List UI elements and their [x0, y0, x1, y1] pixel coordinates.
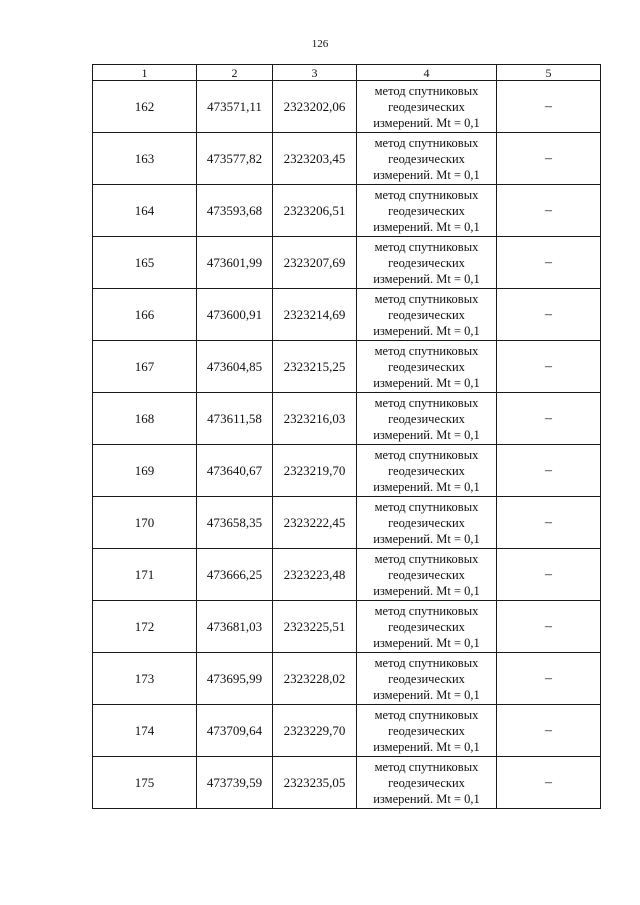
column-5-cell: –	[497, 81, 601, 133]
method-cell	[357, 341, 497, 393]
method-line-1: метод спутниковых	[374, 551, 479, 566]
y-coordinate-cell: 2323228,02	[273, 653, 357, 705]
point-number-cell: 172	[93, 601, 197, 653]
method-line-2: геодезических	[388, 671, 465, 686]
table-row	[93, 757, 601, 809]
table-row	[93, 133, 601, 185]
table-row	[93, 289, 601, 341]
column-5-cell: –	[497, 705, 601, 757]
method-line-3: измерений. Mt = 0,1	[373, 635, 480, 650]
method-line-2: геодезических	[388, 307, 465, 322]
point-number-cell: 175	[93, 757, 197, 809]
table-row	[93, 445, 601, 497]
method-line-2: геодезических	[388, 359, 465, 374]
point-number-cell: 170	[93, 497, 197, 549]
method-line-2: геодезических	[388, 255, 465, 270]
point-number-cell: 163	[93, 133, 197, 185]
method-line-1: метод спутниковых	[374, 291, 479, 306]
method-cell	[357, 237, 497, 289]
method-line-3: измерений. Mt = 0,1	[373, 167, 480, 182]
table-row	[93, 601, 601, 653]
method-line-2: геодезических	[388, 567, 465, 582]
point-number-cell: 162	[93, 81, 197, 133]
method-line-3: измерений. Mt = 0,1	[373, 791, 480, 806]
point-number-cell: 171	[93, 549, 197, 601]
method-line-2: геодезических	[388, 723, 465, 738]
method-line-1: метод спутниковых	[374, 603, 479, 618]
coordinates-table	[92, 64, 601, 809]
y-coordinate-cell: 2323214,69	[273, 289, 357, 341]
method-line-2: геодезических	[388, 619, 465, 634]
method-line-2: геодезических	[388, 203, 465, 218]
column-header-5: 5	[497, 65, 601, 81]
method-line-2: геодезических	[388, 151, 465, 166]
method-line-1: метод спутниковых	[374, 499, 479, 514]
point-number-cell: 169	[93, 445, 197, 497]
y-coordinate-cell: 2323219,70	[273, 445, 357, 497]
point-number-cell: 164	[93, 185, 197, 237]
method-line-1: метод спутниковых	[374, 447, 479, 462]
method-line-3: измерений. Mt = 0,1	[373, 219, 480, 234]
method-line-3: измерений. Mt = 0,1	[373, 531, 480, 546]
method-line-3: измерений. Mt = 0,1	[373, 427, 480, 442]
y-coordinate-cell: 2323202,06	[273, 81, 357, 133]
column-5-cell: –	[497, 653, 601, 705]
y-coordinate-cell: 2323222,45	[273, 497, 357, 549]
table-row	[93, 237, 601, 289]
x-coordinate-cell: 473640,67	[197, 445, 273, 497]
method-line-2: геодезических	[388, 99, 465, 114]
column-5-cell: –	[497, 237, 601, 289]
method-cell	[357, 601, 497, 653]
method-cell	[357, 133, 497, 185]
y-coordinate-cell: 2323203,45	[273, 133, 357, 185]
column-header-1: 1	[93, 65, 197, 81]
y-coordinate-cell: 2323206,51	[273, 185, 357, 237]
method-cell	[357, 549, 497, 601]
column-5-cell: –	[497, 445, 601, 497]
column-5-cell: –	[497, 601, 601, 653]
method-line-3: измерений. Mt = 0,1	[373, 271, 480, 286]
page-number: 126	[311, 38, 329, 50]
column-5-cell: –	[497, 497, 601, 549]
x-coordinate-cell: 473577,82	[197, 133, 273, 185]
point-number-cell: 166	[93, 289, 197, 341]
method-line-1: метод спутниковых	[374, 343, 479, 358]
method-line-3: измерений. Mt = 0,1	[373, 687, 480, 702]
point-number-cell: 174	[93, 705, 197, 757]
x-coordinate-cell: 473695,99	[197, 653, 273, 705]
point-number-cell: 173	[93, 653, 197, 705]
point-number-cell: 168	[93, 393, 197, 445]
y-coordinate-cell: 2323223,48	[273, 549, 357, 601]
x-coordinate-cell: 473593,68	[197, 185, 273, 237]
y-coordinate-cell: 2323235,05	[273, 757, 357, 809]
method-line-2: геодезических	[388, 411, 465, 426]
method-cell	[357, 81, 497, 133]
method-line-1: метод спутниковых	[374, 707, 479, 722]
y-coordinate-cell: 2323207,69	[273, 237, 357, 289]
x-coordinate-cell: 473666,25	[197, 549, 273, 601]
method-cell	[357, 705, 497, 757]
column-5-cell: –	[497, 185, 601, 237]
table-row	[93, 549, 601, 601]
method-line-1: метод спутниковых	[374, 239, 479, 254]
x-coordinate-cell: 473658,35	[197, 497, 273, 549]
column-header-4: 4	[357, 65, 497, 81]
table-row	[93, 81, 601, 133]
y-coordinate-cell: 2323229,70	[273, 705, 357, 757]
x-coordinate-cell: 473709,64	[197, 705, 273, 757]
method-cell	[357, 445, 497, 497]
column-5-cell: –	[497, 341, 601, 393]
method-cell	[357, 289, 497, 341]
method-cell	[357, 757, 497, 809]
x-coordinate-cell: 473604,85	[197, 341, 273, 393]
method-line-3: измерений. Mt = 0,1	[373, 479, 480, 494]
method-line-3: измерений. Mt = 0,1	[373, 375, 480, 390]
method-line-1: метод спутниковых	[374, 135, 479, 150]
column-header-3: 3	[273, 65, 357, 81]
x-coordinate-cell: 473739,59	[197, 757, 273, 809]
table-row	[93, 705, 601, 757]
x-coordinate-cell: 473571,11	[197, 81, 273, 133]
y-coordinate-cell: 2323216,03	[273, 393, 357, 445]
x-coordinate-cell: 473681,03	[197, 601, 273, 653]
column-5-cell: –	[497, 289, 601, 341]
point-number-cell: 165	[93, 237, 197, 289]
table-row	[93, 653, 601, 705]
table-row	[93, 497, 601, 549]
method-line-2: геодезических	[388, 515, 465, 530]
table-header-row	[93, 65, 601, 81]
method-line-1: метод спутниковых	[374, 759, 479, 774]
method-line-1: метод спутниковых	[374, 395, 479, 410]
y-coordinate-cell: 2323215,25	[273, 341, 357, 393]
method-cell	[357, 393, 497, 445]
column-5-cell: –	[497, 757, 601, 809]
point-number-cell: 167	[93, 341, 197, 393]
method-line-3: измерений. Mt = 0,1	[373, 115, 480, 130]
method-cell	[357, 497, 497, 549]
column-5-cell: –	[497, 133, 601, 185]
method-cell	[357, 185, 497, 237]
method-line-3: измерений. Mt = 0,1	[373, 323, 480, 338]
column-5-cell: –	[497, 393, 601, 445]
method-line-2: геодезических	[388, 463, 465, 478]
y-coordinate-cell: 2323225,51	[273, 601, 357, 653]
method-line-3: измерений. Mt = 0,1	[373, 583, 480, 598]
table-body	[93, 81, 601, 809]
method-cell	[357, 653, 497, 705]
x-coordinate-cell: 473600,91	[197, 289, 273, 341]
column-header-2: 2	[197, 65, 273, 81]
method-line-1: метод спутниковых	[374, 187, 479, 202]
method-line-3: измерений. Mt = 0,1	[373, 739, 480, 754]
table-row	[93, 341, 601, 393]
method-line-1: метод спутниковых	[374, 655, 479, 670]
table-row	[93, 185, 601, 237]
method-line-2: геодезических	[388, 775, 465, 790]
method-line-1: метод спутниковых	[374, 83, 479, 98]
x-coordinate-cell: 473611,58	[197, 393, 273, 445]
table-row	[93, 393, 601, 445]
x-coordinate-cell: 473601,99	[197, 237, 273, 289]
column-5-cell: –	[497, 549, 601, 601]
